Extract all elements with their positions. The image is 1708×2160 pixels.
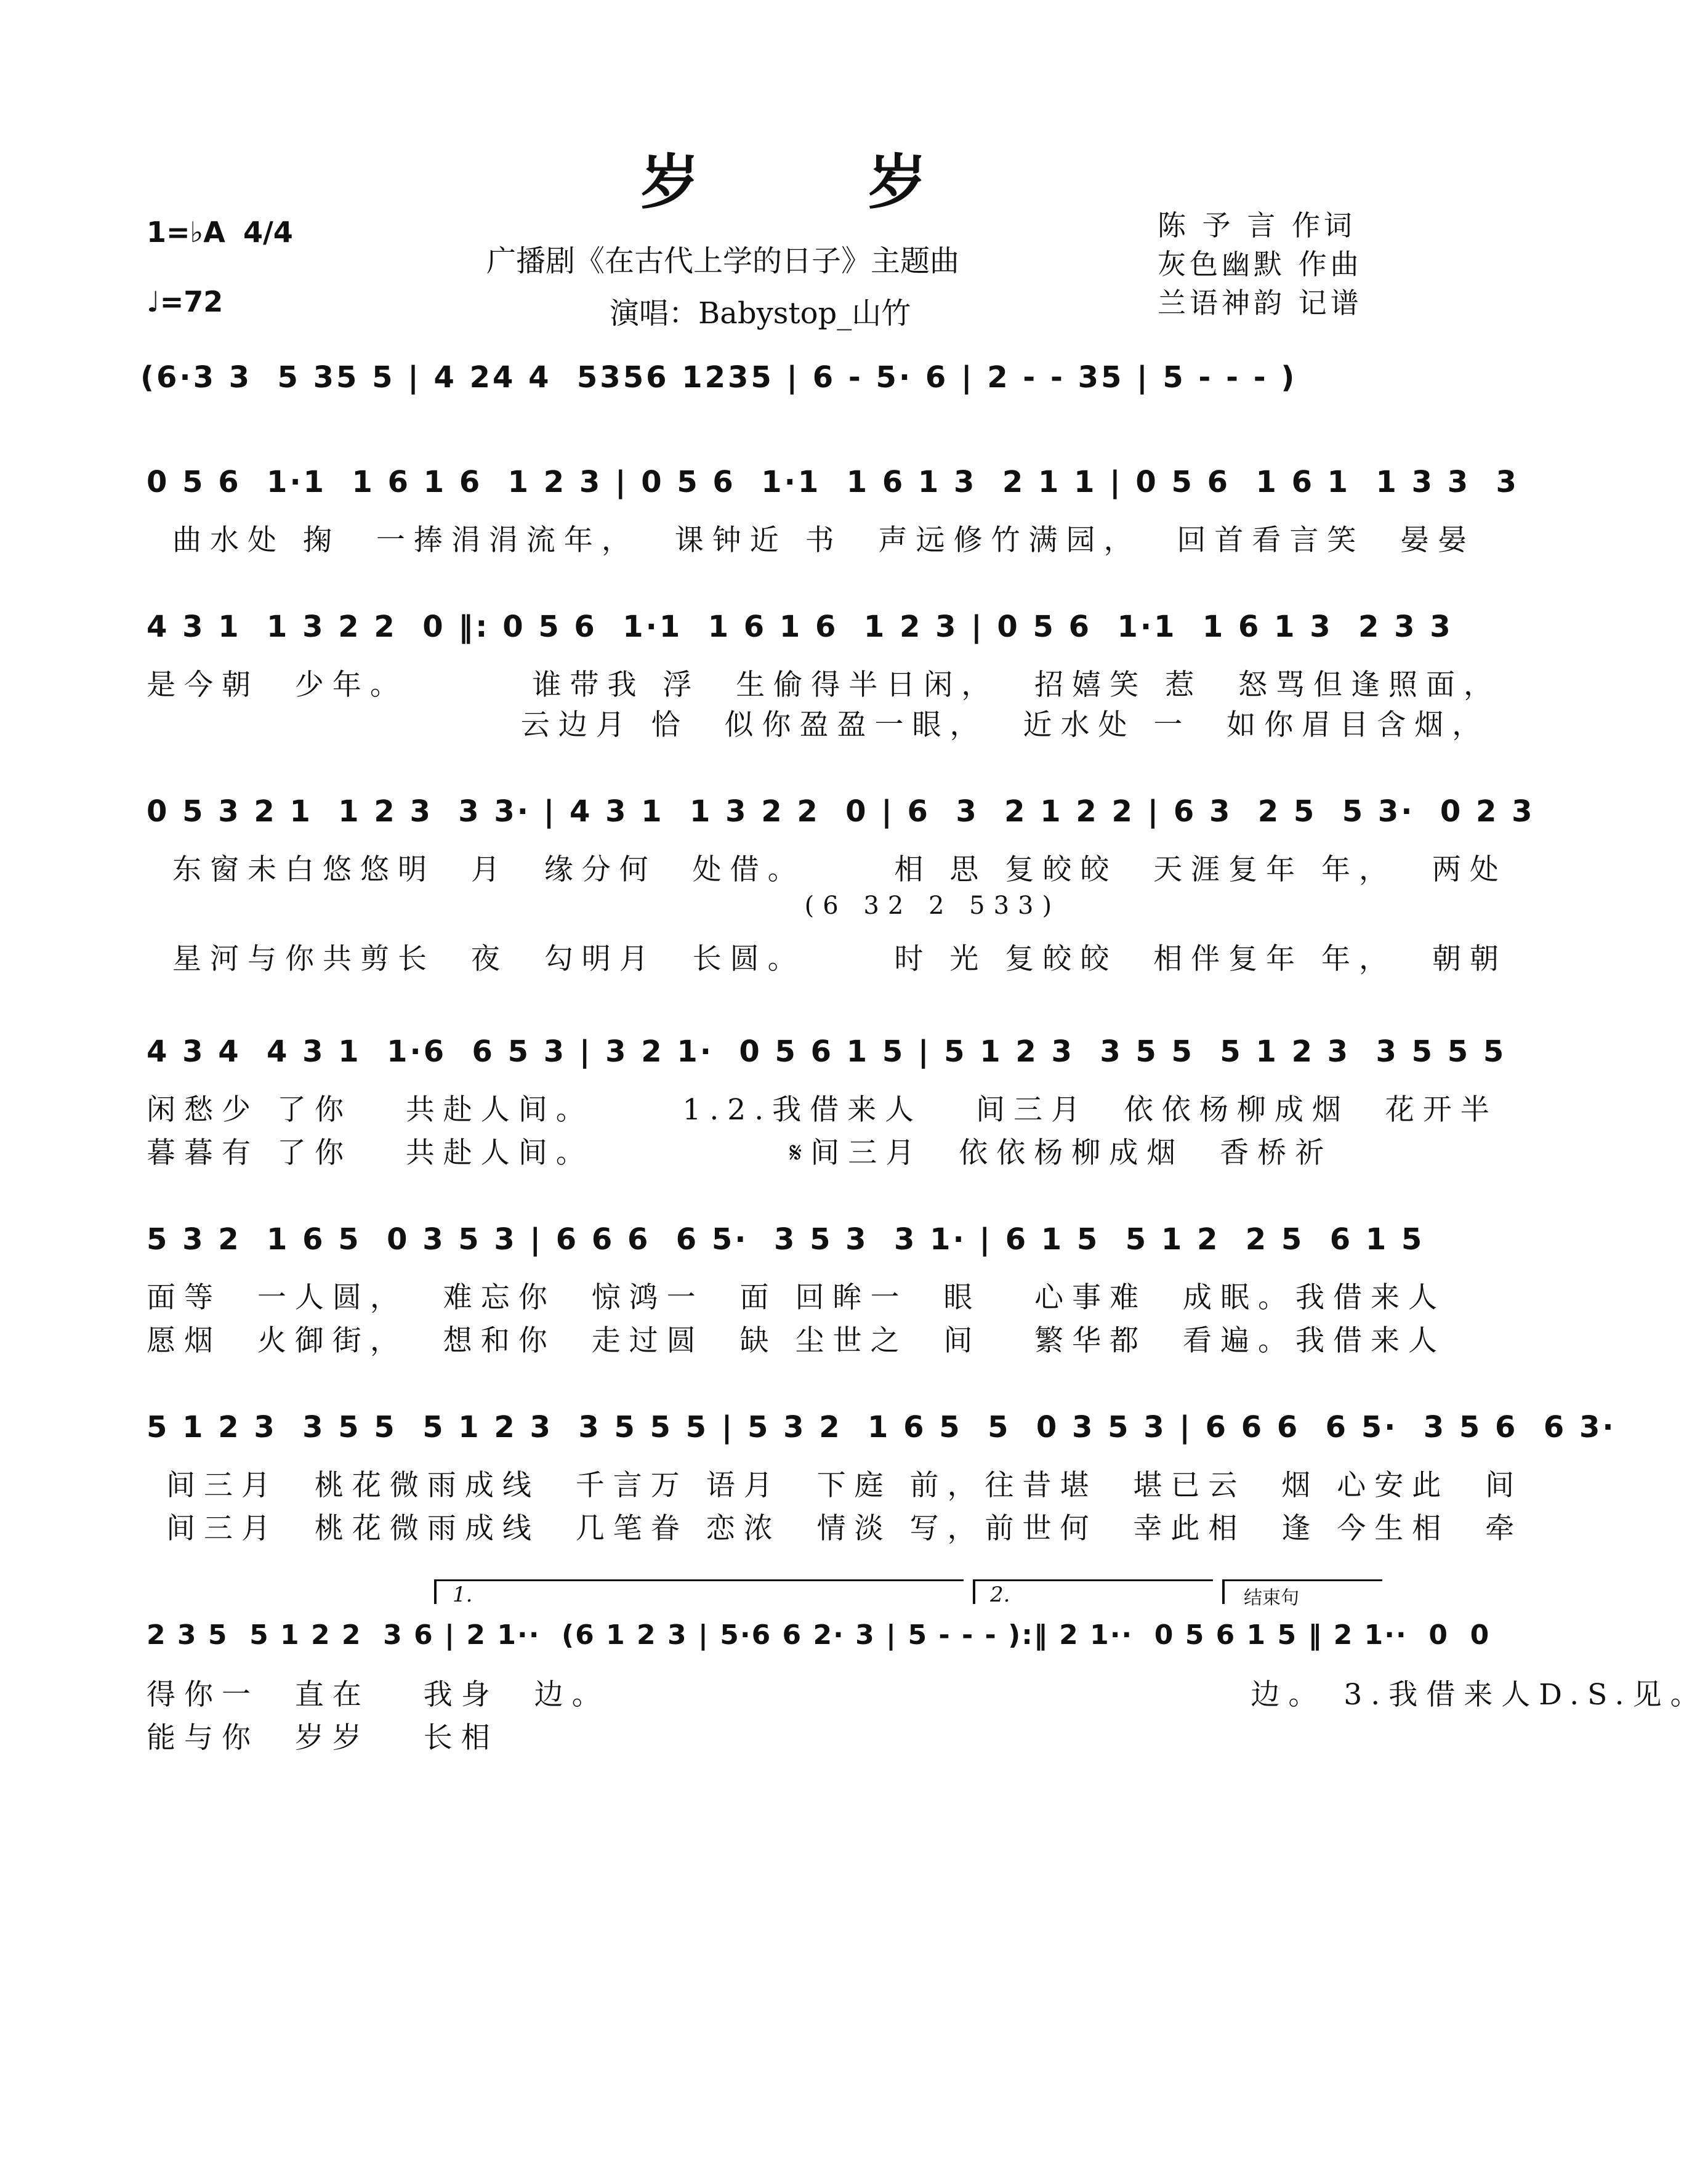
lyrics-line: 星河与你共剪长 夜 勾明月 长圆。 时 光 复皎皎 相伴复年 年， 朝朝 xyxy=(172,942,1507,976)
ending-bracket-edge xyxy=(1222,1579,1225,1604)
lyrics-line: 间三月 桃花微雨成线 千言万 语月 下庭 前，往昔堪 堪已云 烟 心安此 间 xyxy=(166,1469,1523,1502)
lyrics-line: 面等 一人圆， 难忘你 惊鸿一 面 回眸一 眼 心事难 成眠。我借来人 xyxy=(147,1281,1446,1315)
score-notes-line: (6·3 3 5 35 5 | 4 24 4 5356 1235 | 6 - 5· 6 | 2 - - 35 | 5 - - - ) xyxy=(140,360,1297,395)
score-notes-line: 0 5 6 1·1 1 6 1 6 1 2 3 | 0 5 6 1·1 1 6 1 3 2 1 1 | 0 5 6 1 6 1 1 3 3 3 xyxy=(147,465,1519,499)
lyrics-line: 愿烟 火御街， 想和你 走过圆 缺 尘世之 间 繁华都 看遍。我借来人 xyxy=(147,1324,1446,1358)
transcriber-credit: 兰语神韵 记谱 xyxy=(1158,286,1363,320)
lyrics-line: 能与你 岁岁 长相 xyxy=(147,1721,499,1755)
score-notes-line: 0 5 3 2 1 1 2 3 3 3· | 4 3 1 1 3 2 2 0 | 6 3 2 1 2 2 | 6 3 2 5 5 3· 0 2 3 xyxy=(147,794,1535,829)
ending-label: 结束句 xyxy=(1244,1587,1299,1609)
lyrics-line: 云边月 恰 似你盈盈一眼， 近水处 一 如你眉目含烟， xyxy=(147,708,1490,742)
volta-label-2: 2. xyxy=(990,1582,1010,1607)
lyrics-line: 得你一 直在 我身 边。 边。 3.我借来人D.S.见。 xyxy=(147,1678,1708,1712)
lyrics-line: 曲水处 掬 一捧涓涓流年， 课钟近 书 声远修竹满园， 回首看言笑 晏晏 xyxy=(172,523,1476,557)
score-notes-line: 5 3 2 1 6 5 0 3 5 3 | 6 6 6 6 5· 3 5 3 3 1· | 6 1 5 5 1 2 2 5 6 1 5 xyxy=(147,1222,1425,1257)
lyrics-line: 东窗未白悠悠明 月 缘分何 处借。 相 思 复皎皎 天涯复年 年， 两处 xyxy=(172,853,1507,887)
volta-bracket-1-edge xyxy=(434,1579,437,1604)
tempo-marking: ♩=72 xyxy=(147,285,224,318)
score-notes-line: 4 3 1 1 3 2 2 0 ‖: 0 5 6 1·1 1 6 1 6 1 2 3 | 0 5 6 1·1 1 6 1 3 2 3 3 xyxy=(147,610,1453,644)
subtitle: 广播剧《在古代上学的日子》主题曲 xyxy=(486,244,960,278)
lyricist-credit: 陈 予 言 作词 xyxy=(1158,209,1356,242)
lyrics-line: 间三月 桃花微雨成线 几笔眷 恋浓 情淡 写，前世何 幸此相 逢 今生相 牵 xyxy=(166,1512,1523,1545)
lyrics-line: 暮暮有 了你 共赴人间。 𝄋间三月 依依杨柳成烟 香桥祈 xyxy=(147,1136,1333,1170)
page-title: 岁 岁 xyxy=(640,147,1001,217)
lyrics-line: (6 32 2 533) xyxy=(147,892,1061,920)
volta-bracket-1 xyxy=(434,1579,964,1581)
ending-bracket xyxy=(1222,1579,1382,1581)
volta-bracket-2 xyxy=(973,1579,1213,1581)
volta-bracket-2-edge xyxy=(973,1579,975,1604)
score-notes-line: 2 3 5 5 1 2 2 3 6 | 2 1·· (6 1 2 3 | 5·6 6 2· 3 | 5 - - - ):‖ 2 1·· 0 5 6 1 5 ‖ 2 1·· 0 0 xyxy=(147,1619,1491,1651)
volta-label-1: 1. xyxy=(453,1582,473,1607)
lyrics-line: 闲愁少 了你 共赴人间。 1.2.我借来人 间三月 依依杨柳成烟 花开半 xyxy=(147,1093,1498,1127)
key-signature: 1=♭A xyxy=(147,216,225,249)
lyrics-line: 是今朝 少年。 谁带我 浮 生偷得半日闲， 招嬉笑 惹 怒骂但逢照面， xyxy=(147,668,1501,702)
time-signature: 4/4 xyxy=(243,216,293,249)
score-notes-line: 4 3 4 4 3 1 1·6 6 5 3 | 3 2 1· 0 5 6 1 5 | 5 1 2 3 3 5 5 5 1 2 3 3 5 5 5 xyxy=(147,1034,1507,1069)
score-notes-line: 5 1 2 3 3 5 5 5 1 2 3 3 5 5 5 | 5 3 2 1 6 5 5 0 3 5 3 | 6 6 6 6 5· 3 5 6 6 3· xyxy=(147,1410,1616,1445)
composer-credit: 灰色幽默 作曲 xyxy=(1158,248,1363,281)
singer-credit: 演唱：Babystop_山竹 xyxy=(610,296,911,331)
